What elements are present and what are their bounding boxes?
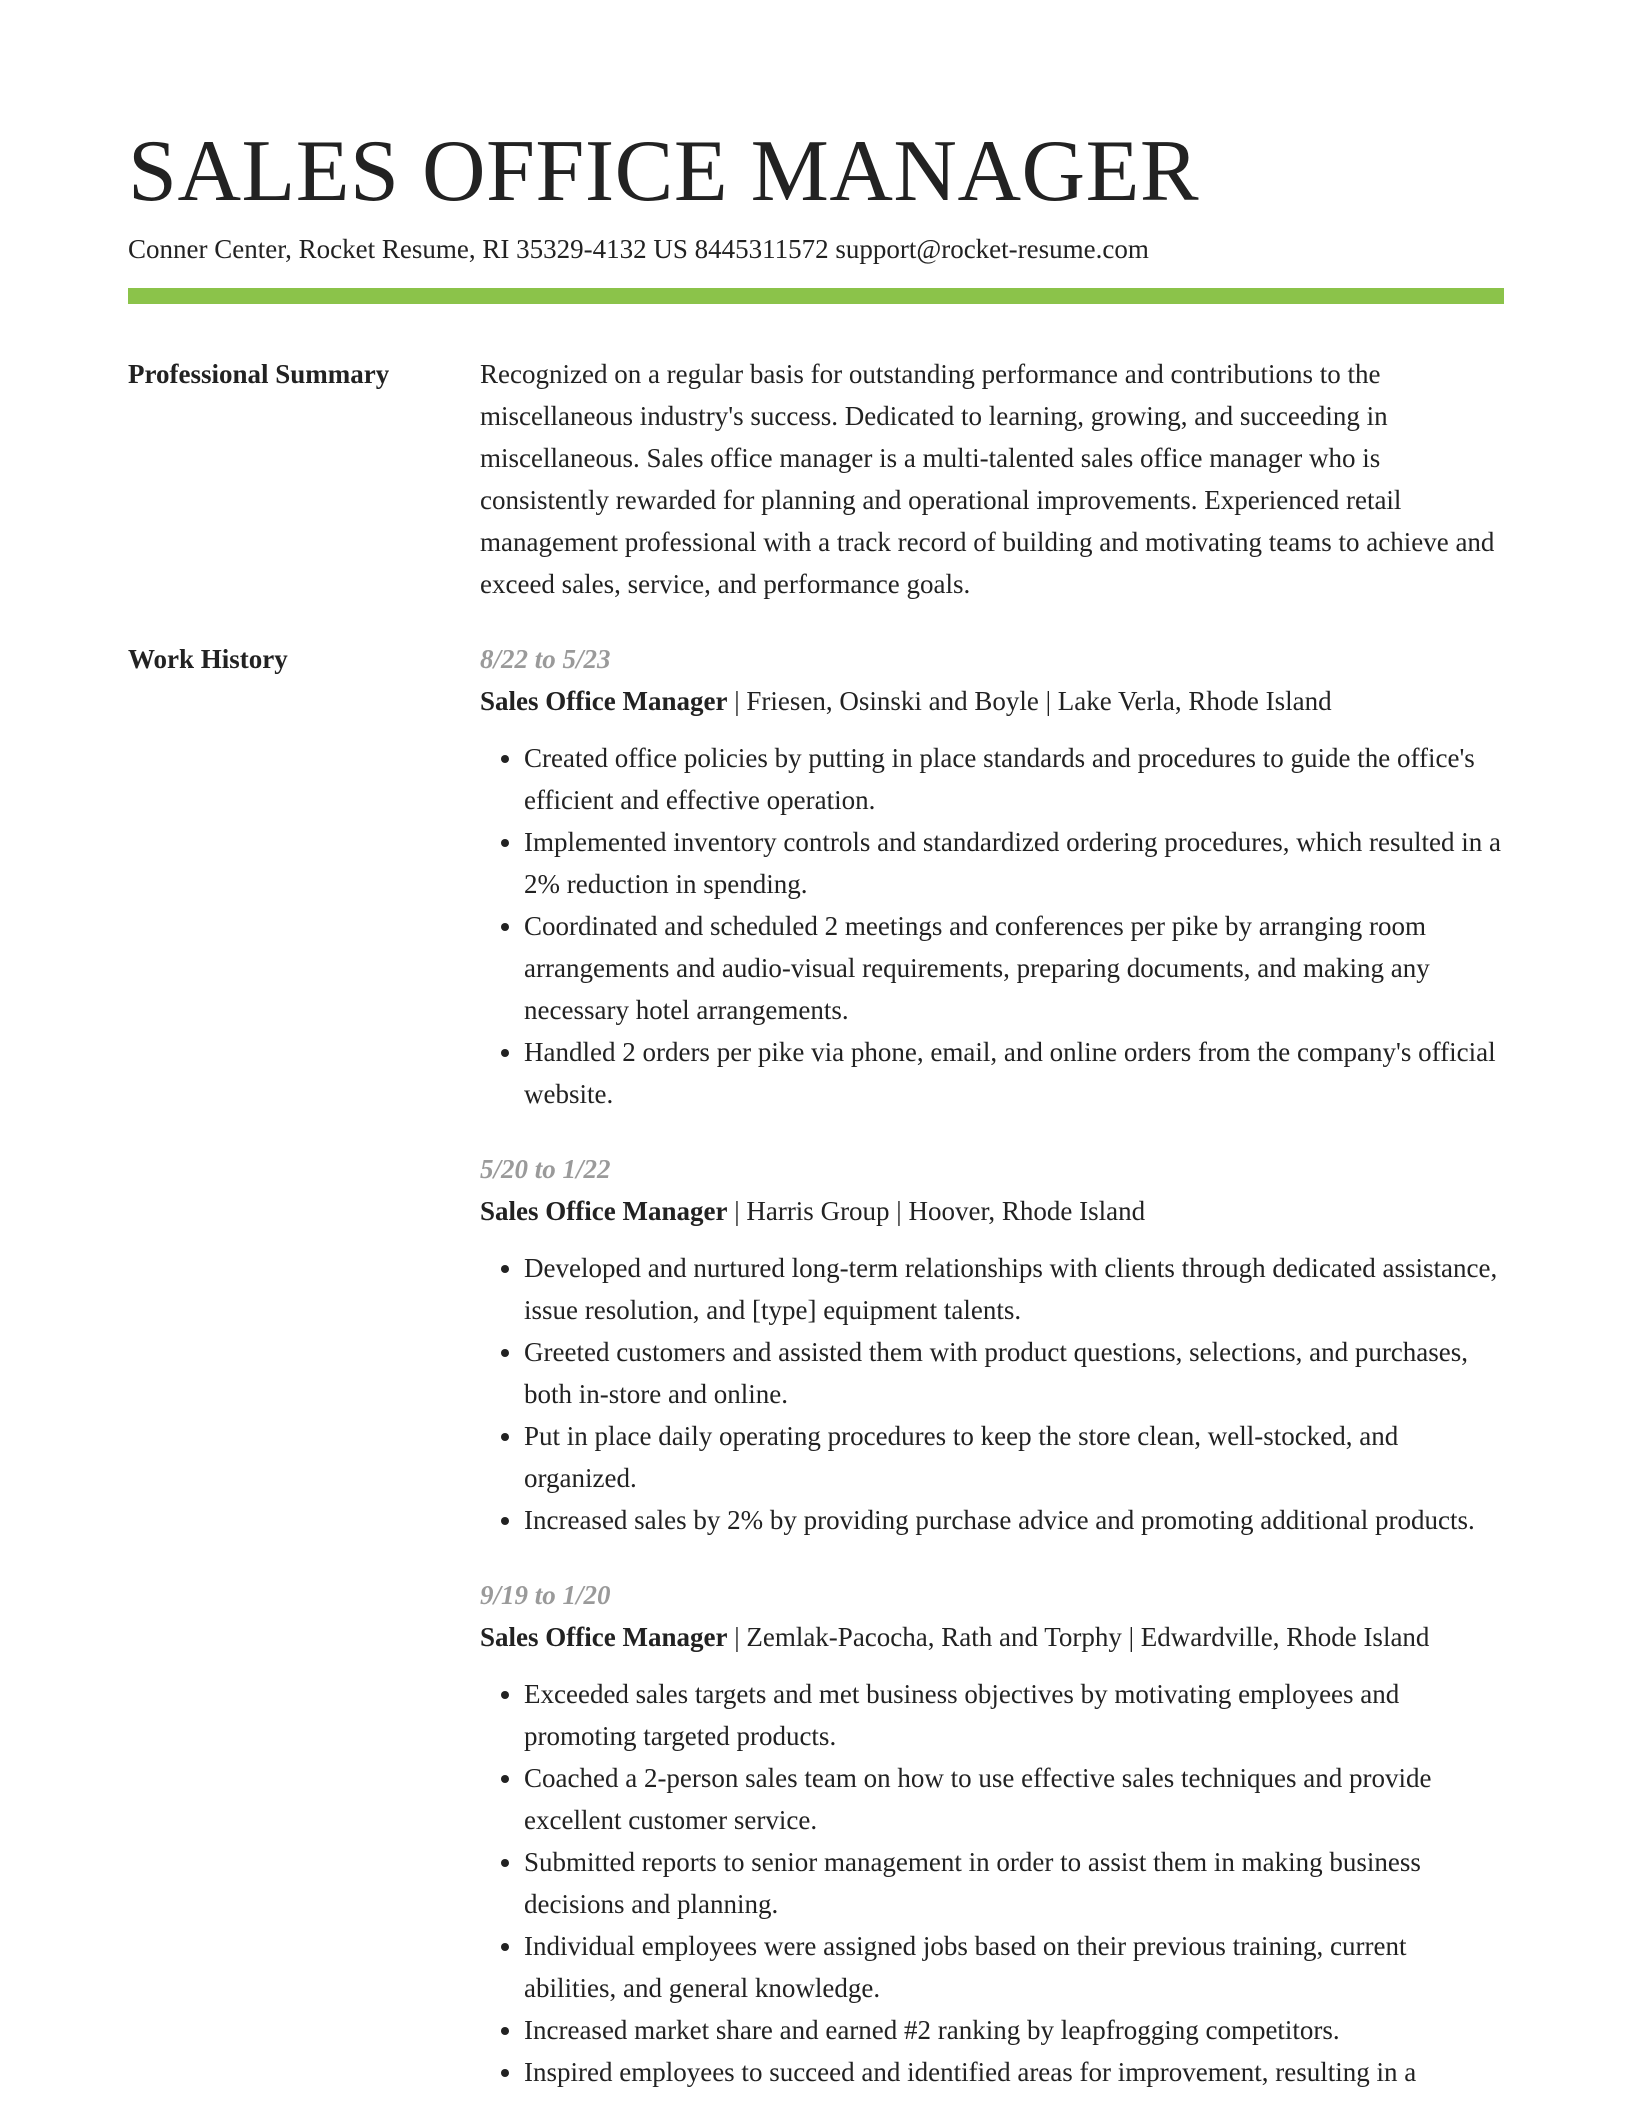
job-bullet: • Greeted customers and assisted them with product questions, selections, and purchases, both in-store and online. [524, 1331, 1504, 1415]
job-dates: 8/22 to 5/23 [480, 644, 611, 674]
job-bullet: • Inspired employees to succeed and identified areas for improvement, resulting in a [524, 2051, 1504, 2093]
job-bullets [480, 737, 1504, 1115]
job-details: | Friesen, Osinski and Boyle | Lake Verla, Rhode Island [727, 686, 1332, 716]
summary-label: Professional Summary [128, 359, 390, 389]
contact-line: Conner Center, Rocket Resume, RI 35329-4132 US 8445311572 support@rocket-resume.com [128, 234, 1149, 264]
work-history-label: Work History [128, 644, 288, 674]
resume-page [128, 0, 1504, 2126]
job-bullets [480, 1673, 1504, 2093]
summary-text: Recognized on a regular basis for outstanding performance and contributions to the miscellaneous industry's success. Dedicated to learning, growing, and succeeding in miscellaneous. Sales office manager is a multi-talented sales office manager who is consistently rewarded for planning and operational improvements. Experienced retail management professional with a track record of building and motivating teams to achieve and exceed sales, service, and performance goals. [480, 359, 1495, 599]
job-details: | Harris Group | Hoover, Rhode Island [727, 1196, 1146, 1226]
job-title: Sales Office Manager [480, 1196, 728, 1226]
job-bullet: • Submitted reports to senior management in order to assist them in making business decisions and planning. [524, 1841, 1504, 1925]
job-heading [480, 680, 1504, 722]
work-history-body [480, 638, 1504, 2126]
job-bullet: • Developed and nurtured long-term relationships with clients through dedicated assistance, issue resolution, and [type] equipment talents. [524, 1247, 1504, 1331]
job-bullet: • Coached a 2-person sales team on how to use effective sales techniques and provide excellent customer service. [524, 1757, 1504, 1841]
job-bullet: • Implemented inventory controls and standardized ordering procedures, which resulted in a 2% reduction in spending. [524, 821, 1504, 905]
resume-name: SALES OFFICE MANAGER [128, 123, 1200, 220]
job-title: Sales Office Manager [480, 686, 728, 716]
summary-section [128, 353, 1504, 605]
job-bullets [480, 1247, 1504, 1541]
job-dates: 5/20 to 1/22 [480, 1154, 611, 1184]
job-bullet: • Handled 2 orders per pike via phone, email, and online orders from the company's official website. [524, 1031, 1504, 1115]
job-bullet: • Put in place daily operating procedures to keep the store clean, well-stocked, and organized. [524, 1415, 1504, 1499]
job-details: | Zemlak-Pacocha, Rath and Torphy | Edwardville, Rhode Island [727, 1622, 1430, 1652]
job-bullet: • Individual employees were assigned jobs based on their previous training, current abilities, and general knowledge. [524, 1925, 1504, 2009]
job-entry [480, 1148, 1504, 1541]
job-bullet: • Created office policies by putting in place standards and procedures to guide the office's efficient and effective operation. [524, 737, 1504, 821]
job-heading [480, 1616, 1504, 1658]
job-title: Sales Office Manager [480, 1622, 728, 1652]
job-dates: 9/19 to 1/20 [480, 1580, 611, 1610]
job-entry [480, 1574, 1504, 2093]
job-bullet: • Exceeded sales targets and met business objectives by motivating employees and promoting targeted products. [524, 1673, 1504, 1757]
job-bullet: • Coordinated and scheduled 2 meetings and conferences per pike by arranging room arrangements and audio-visual requirements, preparing documents, and making any necessary hotel arrangements. [524, 905, 1504, 1031]
job-entry [480, 638, 1504, 1115]
job-bullet: • Increased market share and earned #2 ranking by leapfrogging competitors. [524, 2009, 1504, 2051]
job-bullet: • Increased sales by 2% by providing purchase advice and promoting additional products. [524, 1499, 1504, 1541]
summary-body [480, 353, 1504, 605]
work-history-section [128, 638, 1504, 2126]
accent-divider [128, 288, 1504, 304]
job-heading [480, 1190, 1504, 1232]
